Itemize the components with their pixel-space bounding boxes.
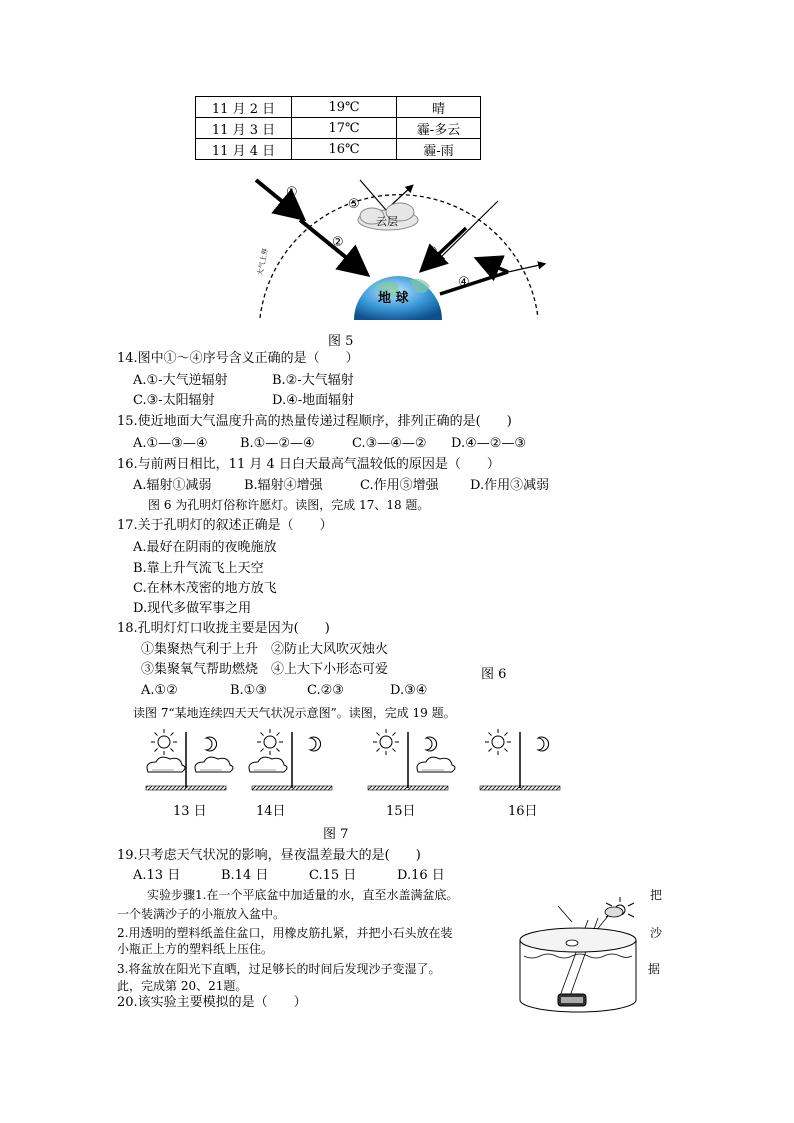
fig7-day-label: 14日 [256,804,286,819]
weather-table [195,96,481,160]
q16-option-b: B.辐射④增强 [244,478,323,493]
q18-option-b: B.①③ [230,683,267,698]
label-5: ⑤ [348,197,360,212]
q17-option-d: D.现代多做军事之用 [133,601,252,616]
q15-option-b: B.①—②—④ [240,436,315,451]
fig7-caption: 图 7 [323,827,349,842]
q14-option-a: A.①-大气逆辐射 [133,373,228,388]
q18-statements-2: ③集聚氧气帮助燃烧 ④上大下小形态可爱 [141,662,389,677]
intro-fig7: 读图 7“某地连续四天天气状况示意图”。读图，完成 19 题。 [133,706,456,720]
earth-label: 地 球 [378,291,409,306]
q19-option-c: C.15 日 [309,868,357,883]
day-16-panel [480,729,560,790]
q16-stem: 16.与前两日相比，11 月 4 日白天最高气温较低的原因是（ ） [117,457,500,472]
experiment-line-1-end: 把 [650,888,663,902]
q16-option-d: D.作用③减弱 [470,478,550,493]
label-2: ② [332,235,344,250]
q17-option-c: C.在林木茂密的地方放飞 [133,581,277,596]
fig7-day-label: 13 日 [173,804,207,819]
q15-option-a: A.①—③—④ [133,436,208,451]
table-row [196,118,481,139]
label-1: ① [286,185,298,200]
table-cell: 霾-多云 [397,118,481,139]
experiment-line-3: 2.用透明的塑料纸盖住盆口，用橡皮筋扎紧，并把小石头放在装 [117,926,453,940]
day-14-panel [249,729,332,790]
experiment-line-5-end: 据 [648,962,661,976]
day-15-panel [368,729,455,790]
experiment-basin-diagram [518,896,642,1016]
q17-stem: 17.关于孔明灯的叙述正确是（ ） [117,518,333,533]
q16-option-a: A.辐射①减弱 [133,478,212,493]
intro-fig6: 图 6 为孔明灯俗称许愿灯。读图，完成 17、18 题。 [148,498,430,512]
table-row [196,97,481,118]
fig7-day-label: 16日 [508,804,538,819]
table-cell: 17℃ [292,118,397,139]
q18-stem: 18.孔明灯灯口收拢主要是因为( ) [117,621,330,636]
q20-stem: 20.该实验主要模拟的是（ ） [117,995,307,1010]
table-cell: 11 月 3 日 [196,118,292,139]
q17-option-b: B.靠上升气流飞上天空 [133,561,264,576]
q19-option-a: A.13 日 [133,868,181,883]
q18-option-c: C.②③ [307,683,344,698]
table-cell: 11 月 4 日 [196,139,292,160]
q18-option-a: A.①② [141,683,178,698]
q14-stem: 14.图中①～④序号含义正确的是（ ） [117,351,359,366]
q15-option-d: D.④—②—③ [451,436,527,451]
q16-option-c: C.作用⑤增强 [360,478,439,493]
table-cell: 晴 [397,97,481,118]
label-3: ③ [426,245,438,260]
label-4: ④ [458,275,470,290]
experiment-line-2: 一个装满沙子的小瓶放入盆中。 [117,907,286,921]
experiment-line-4: 小瓶正上方的塑料纸上压住。 [117,942,274,956]
q18-option-d: D.③④ [390,683,428,698]
fig7-day-label: 15日 [386,804,416,819]
q14-option-b: B.②-大气辐射 [272,373,354,388]
table-row [196,139,481,160]
table-cell: 19℃ [292,97,397,118]
experiment-line-5: 3.将盆放在阳光下直晒，过足够长的时间后发现沙子变湿了。 [117,962,441,976]
atmosphere-label: 大气上界 [256,247,270,277]
q15-stem: 15.使近地面大气温度升高的热量传递过程顺序，排列正确的是( ) [117,414,512,429]
q19-option-d: D.16 日 [397,868,445,883]
fig5-caption: 图 5 [328,334,354,349]
q18-statements-1: ①集聚热气利于上升 ②防止大风吹灭烛火 [141,642,389,657]
q17-option-a: A.最好在阴雨的夜晚施放 [133,540,277,555]
cloud-label: 云层 [376,215,398,228]
q14-option-c: C.③-太阳辐射 [133,393,215,408]
day-13-panel [146,729,233,790]
table-cell: 11 月 2 日 [196,97,292,118]
q19-stem: 19.只考虑天气状况的影响，昼夜温差最大的是( ) [117,848,421,863]
table-cell: 16℃ [292,139,397,160]
experiment-line-3-end: 沙 [650,926,663,940]
experiment-line-6: 此，完成第 20、21题。 [117,979,248,993]
fig5-radiation-diagram [240,168,560,320]
q19-option-b: B.14 日 [221,868,269,883]
q14-option-d: D.④-地面辐射 [272,393,355,408]
experiment-line-1: 实验步骤1.在一个平底盆中加适量的水，直至水盖满盆底。 [147,888,459,902]
q15-option-c: C.③—④—② [352,436,427,451]
table-cell: 霾-雨 [397,139,481,160]
sun-icon [605,897,634,917]
fig6-caption: 图 6 [481,667,507,682]
fig7-weather-diagram [140,726,580,798]
